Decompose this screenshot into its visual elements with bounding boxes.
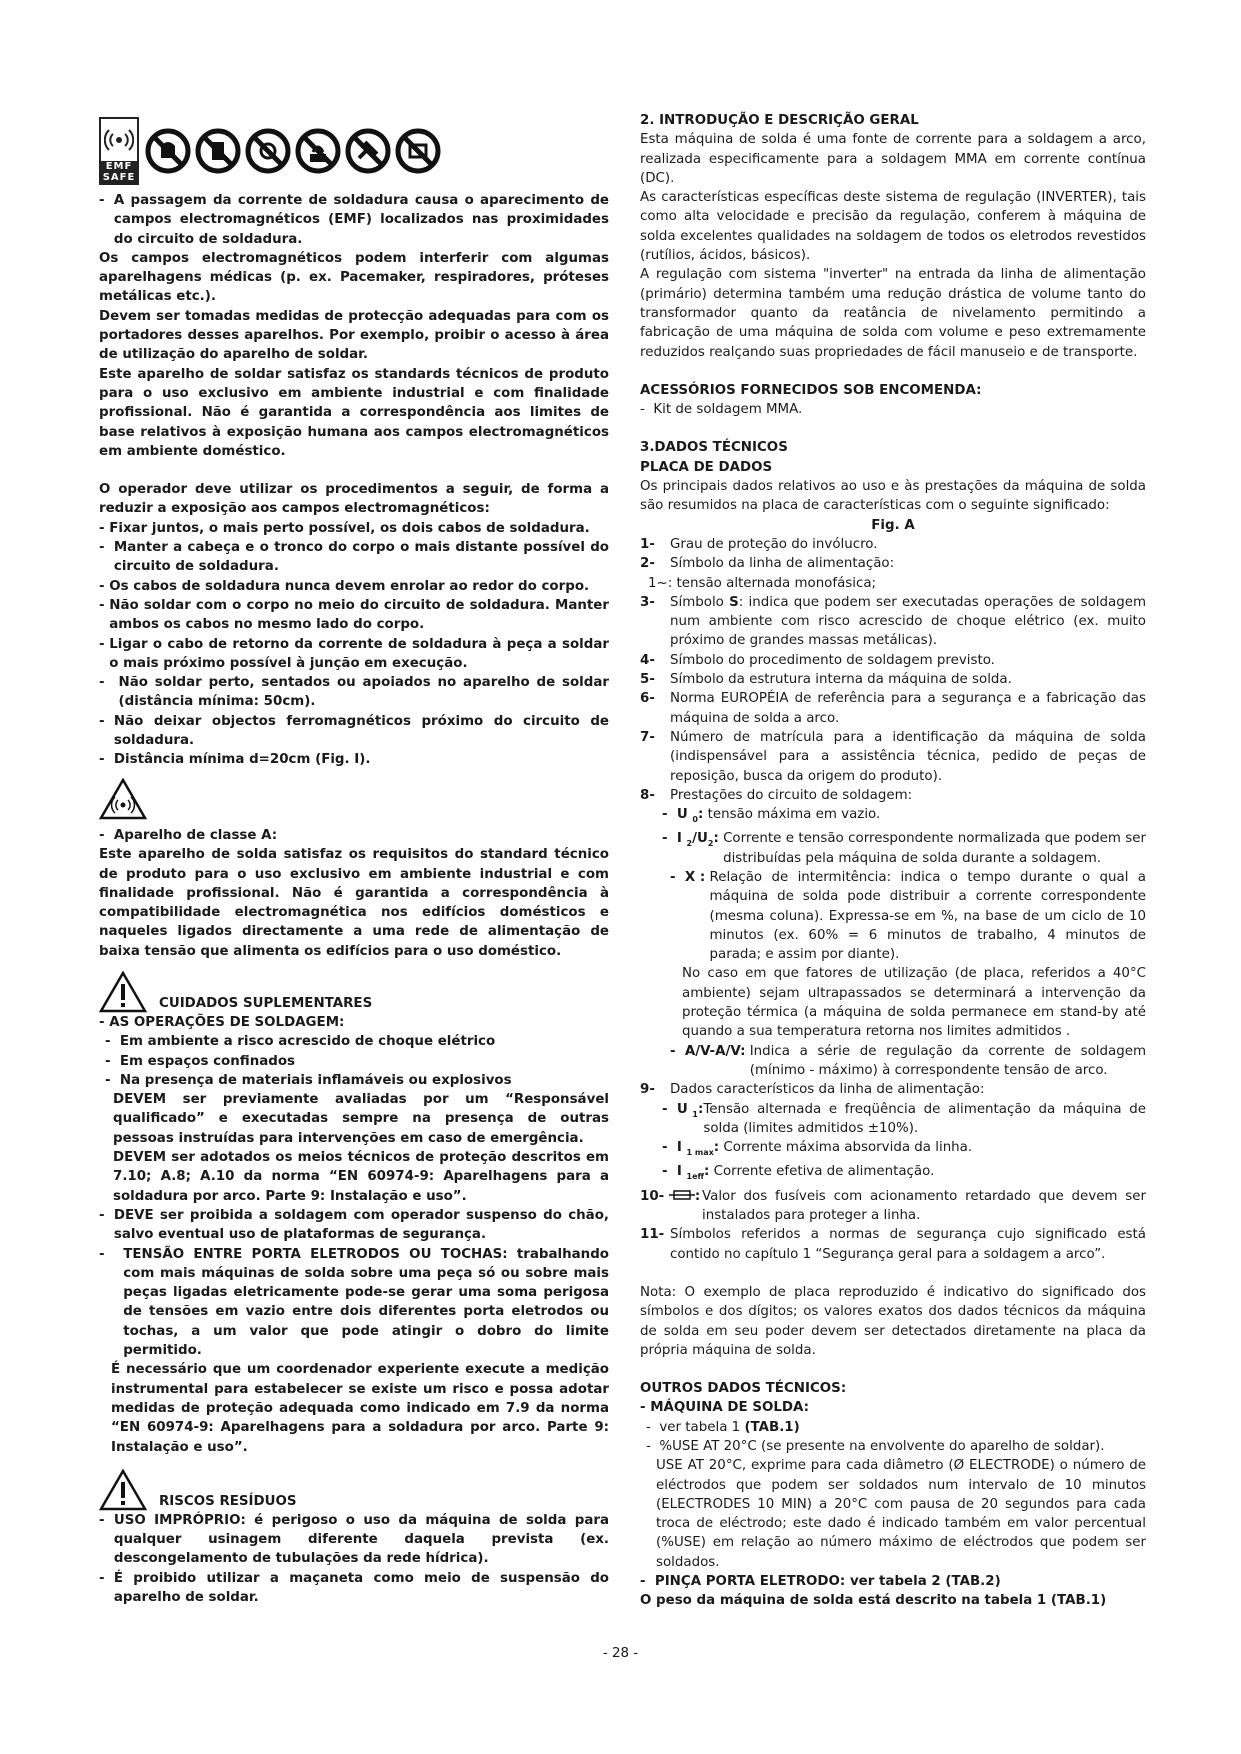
nota-paragraph: Nota: O exemplo de placa reproduzido é indicativo do significado dos símbolos e dos dígitos; os valores exatos dos dados técnicos da máquina de solda em seu poder devem ser detectados diretamente na placa da própria máquina de solda.	[640, 1284, 1146, 1358]
list-item: - Não soldar com o corpo no meio do circuito de soldadura. Manter ambos os cabos no mesmo lado do corpo.	[99, 597, 609, 633]
warning-triangle-icon	[99, 1469, 147, 1511]
list-item: - Não soldar perto, sentados ou apoiados no aparelho de soldar (distância mínima: 50cm).	[99, 675, 609, 710]
no-implant-icon	[195, 128, 241, 174]
i1eff-item: - I $_{1eff}$: Corrente efetiva de alimentação.	[662, 1164, 935, 1182]
plate-item-9: 9- Dados característicos da linha de alimentação:	[640, 1082, 985, 1098]
fuse-icon	[669, 1190, 695, 1200]
class-a-title: - Aparelho de classe A:	[99, 827, 278, 843]
warning-triangle-icon	[99, 971, 147, 1013]
figure-label: Fig. A	[871, 517, 915, 533]
no-watch-icon	[245, 128, 291, 174]
emf-medical-paragraph: Os campos electromagnéticos podem interferir com algumas aparelhagens médicas (p. ex. Pacemaker, respiradores, próteses metálicas etc.).	[99, 250, 609, 305]
no-hearing-aid-icon	[295, 128, 341, 174]
no-metal-tools-icon	[345, 128, 391, 174]
list-item: - Distância mínima d=20cm (Fig. I).	[99, 752, 371, 768]
list-item: - Não deixar objectos ferromagnéticos próximo do circuito de soldadura.	[99, 713, 609, 749]
list-item: - Na presença de materiais inflamáveis ou explosivos	[105, 1072, 512, 1088]
i1max-item: - I $_{1 max}$: Corrente máxima absorvida da linha.	[662, 1140, 973, 1158]
plate-item-8: 8- Prestações do circuito de soldagem:	[640, 787, 913, 803]
use-detail: USE AT 20°C, exprime para cada diâmetro (Ø ELECTRODE) o número de eléctrodos que podem ser soldados num intervalo de 10 minutos (ELECTRODES 10 MIN) a 20°C com pausa de 20 segundos para cada troca de eléctrodo; este dado é indicado também em valor percentual (%USE) em relação ao número máximo de eléctrodos que podem ser soldados.	[656, 1458, 1146, 1570]
devem-paragraph-2: DEVEM ser adotados os meios técnicos de proteção descritos em 7.10; A.8; A.10 da norma “EN 60974-9: Aparelhagens para a soldadura por arco. Parte 9: Instalação e uso”.	[113, 1150, 609, 1204]
use-item: - %USE AT 20°C (se presente na envolvente do aparelho de soldar).	[646, 1439, 1105, 1454]
section-2-paragraph-2: As características específicas deste sistema de regulação (INVERTER), tais como alta velocidade e precisão da regulação, conferem à máquina de solda excelentes qualidades na soldagem de todos os eletrodos revestidos (rutílios, ácidos, básicos).	[640, 190, 1146, 264]
list-item: - Ligar o cabo de retorno da corrente de soldadura à peça a soldar o mais próximo possível à junção em execução.	[99, 636, 609, 671]
section-3-title: 3.DADOS TÉCNICOS	[640, 440, 788, 456]
x-item: - X : Relação de intermitência: indica o tempo durante o qual a máquina de solda pode distribuir a corrente correspondente (mesma coluna). Expressa-se em %, na base de um ciclo de 10 minutos (ex. 60% = 6 minutos de trabalho, 4 minutos de parada; e assim por diante).	[670, 869, 1146, 963]
coordenador-paragraph: É necessário que um coordenador experiente execute a medição instrumental para estabelecer se existe um risco e possa adotar medidas de proteção adequada como indicado em 7.9 da norma “EN 60974-9: Aparelhagens para a soldadura por arco. Parte 9: Instalação e uso”.	[111, 1362, 609, 1455]
no-magnetic-card-icon	[395, 128, 441, 174]
operator-procedures-intro: O operador deve utilizar os procedimentos a seguir, de forma a reduzir a exposição aos campos electromagnéticos:	[99, 482, 609, 517]
u0-item: - U $_0$: tensão máxima em vazio.	[662, 807, 881, 825]
emf-safe-icon: EMF SAFE	[99, 117, 139, 185]
tab1-item: - ver tabela 1 (TAB.1)	[646, 1419, 800, 1435]
cuidados-heading: CUIDADOS SUPLEMENTARES	[99, 971, 609, 1013]
placa-title: PLACA DE DADOS	[640, 459, 773, 475]
plate-item-10: 10- : Valor dos fusíveis com acionamento retardado que devem ser instalados para proteger a linha.	[640, 1188, 1146, 1224]
class-a-paragraph: Este aparelho de solda satisfaz os requisitos do standard técnico de produto para o uso exclusivo em ambiente industrial e com finalidade profissional. Não é garantida a correspondência à compatibilidade electromagnética nos edifícios domésticos e naqueles ligados directamente a uma rede de alimentação de baixa tensão que alimenta os edifícios para o uso doméstico.	[99, 847, 609, 959]
x-note: No caso em que fatores de utilização (de placa, referidos a 40°C ambiente) sejam ultrapassados se determinará a intervenção da proteção térmica (a máquina de solda permanece em stand-by até quando a sua temperatura retorna nos limites admitidos .	[682, 966, 1146, 1040]
emf-warning-icon	[99, 778, 147, 820]
devem-paragraph-1: DEVEM ser previamente avaliadas por um “Responsável qualificado” e executadas sempre na presença de outras pessoas instruídas para intervenções em caso de emergência.	[113, 1092, 609, 1146]
ops-list	[99, 1032, 609, 1090]
accessories-item: - Kit de soldagem MMA.	[640, 402, 803, 418]
section-2-paragraph-1: Esta máquina de solda é uma fonte de corrente para a soldagem a arco, realizada especificamente para a soldagem MMA em corrente contínua (DC).	[640, 132, 1146, 186]
plate-item-7: 7- Número de matrícula para a identificação da máquina de solda (indispensável para a assistência técnica, pedido de peças de reposição, busca da origem do produto).	[640, 729, 1146, 784]
accessories-title: ACESSÓRIOS FORNECIDOS SOB ENCOMENDA:	[640, 382, 982, 398]
plate-item-4: 4- Símbolo do procedimento de soldagem previsto.	[640, 652, 995, 668]
peso-line: O peso da máquina de solda está descrito na tabela 1 (TAB.1)	[640, 1593, 1107, 1609]
riscos-heading: RISCOS RESÍDUOS	[99, 1469, 609, 1511]
plate-item-11: 11- Símbolos referidos a normas de segurança cujo significado está contido no capítulo 1 “Segurança geral para a soldagem a arco”.	[640, 1227, 1146, 1262]
list-item: - Em espaços confinados	[105, 1053, 296, 1069]
deve-ser-paragraph: - DEVE ser proibida a soldagem com operador suspenso do chão, salvo eventual uso de plataformas de segurança.	[99, 1207, 609, 1243]
plate-item-2-detail: 1~: tensão alternada monofásica;	[648, 575, 877, 591]
emf-protection-paragraph: Devem ser tomadas medidas de protecção adequadas para com os portadores desses aparelhos. Por exemplo, proibir o acesso à área de utilização do aparelho de soldar.	[99, 308, 609, 363]
proibido-paragraph: - É proibido utilizar a maçaneta como meio de suspensão do aparelho de soldar.	[99, 1570, 609, 1605]
emf-paragraph: - A passagem da corrente de soldadura causa o aparecimento de campos electromagnéticos (EMF) localizados nas proximidades do circuito de soldadura.	[99, 193, 609, 247]
placa-paragraph: Os principais dados relativos ao uso e às prestações da máquina de solda são resumidos na placa de características com o seguinte significado:	[640, 479, 1146, 514]
outros-title: OUTROS DADOS TÉCNICOS:	[640, 1381, 847, 1397]
av-item: - A/V-A/V: Indica a série de regulação da corrente de soldagem (mínimo - máximo) à correspondente tensão de arco.	[670, 1043, 1146, 1078]
plate-item-2: 2- Símbolo da linha de alimentação:	[640, 556, 895, 572]
operator-procedures-list	[99, 519, 609, 770]
ops-title: - AS OPERAÇÕES DE SOLDAGEM:	[99, 1014, 345, 1030]
list-item: - Em ambiente a risco acrescido de choque elétrico	[105, 1034, 496, 1050]
maquina-title: - MÁQUINA DE SOLDA:	[640, 1400, 809, 1416]
plate-item-1: 1- Grau de proteção do invólucro.	[640, 536, 878, 552]
uso-improprio-paragraph: - USO IMPRÓPRIO: é perigoso o uso da máquina de solda para qualquer usinagem diferente daquela prevista (ex. descongelamento de tubulações da rede hídrica).	[99, 1512, 609, 1567]
no-pacemaker-icon	[145, 128, 191, 174]
tensao-paragraph: - TENSÃO ENTRE PORTA ELETRODOS OU TOCHAS: trabalhando com mais máquinas de solda sobre uma peça só ou sobre mais peças ligadas eletricamente pode-se gerar uma soma perigosa de tensões em vazio entre dois diferentes porta eletrodos ou tochas, a um valor que pode atingir o dobro do limite permitido.	[99, 1246, 609, 1359]
plate-item-5: 5- Símbolo da estrutura interna da máquina de solda.	[640, 672, 1012, 688]
list-item: - Fixar juntos, o mais perto possível, os dois cabos de soldadura.	[99, 520, 590, 536]
right-column	[640, 111, 1146, 1611]
i2u2-item: - I $_2/U_2$: Corrente e tensão correspondente normalizada que podem ser distribuídas pela máquina de solda durante a soldagem.	[662, 831, 1146, 866]
list-item: - Os cabos de soldadura nunca devem enrolar ao redor do corpo.	[99, 578, 590, 594]
pinca-item: - PINÇA PORTA ELETRODO: ver tabela 2 (TAB.2)	[640, 1574, 1001, 1590]
emf-standards-paragraph: Este aparelho de soldar satisfaz os standards técnicos de produto para o uso exclusivo em ambiente industrial e com finalidade profissional. Não é garantida a correspondência aos limites de base relativos à exposição humana aos campos electromagnéticos em ambiente doméstico.	[99, 366, 609, 459]
plate-item-3: 3- Símbolo S: indica que podem ser executadas operações de soldagem num ambiente com risco acrescido de choque elétrico (ex. muito próximo de grandes massas metálicas).	[640, 594, 1146, 649]
left-column	[99, 111, 609, 1607]
u1-item: - U $_1$: Tensão alternada e freqüência de alimentação da máquina de solda (limites admitidos ±10%).	[662, 1101, 1146, 1136]
plate-item-6: 6- Norma EUROPÉIA de referência para a segurança e a fabricação das máquina de solda a arco.	[640, 691, 1146, 726]
page-number: - 28 -	[602, 1646, 639, 1661]
section-2-paragraph-3: A regulação com sistema "inverter" na entrada da linha de alimentação (primário) determina também uma redução drástica de volume tanto do transformador quanto da reatância de nivelamento permitindo a fabricação de uma máquina de solda com volume e peso extremamente reduzidos realçando suas propriedades de fácil manuseio e de transporte.	[640, 267, 1146, 360]
list-item: - Manter a cabeça e o tronco do corpo o mais distante possível do circuito de soldadura.	[99, 540, 609, 575]
section-2-title: 2. INTRODUÇÃO E DESCRIÇÃO GERAL	[640, 113, 919, 128]
safety-icons-row	[99, 111, 609, 191]
